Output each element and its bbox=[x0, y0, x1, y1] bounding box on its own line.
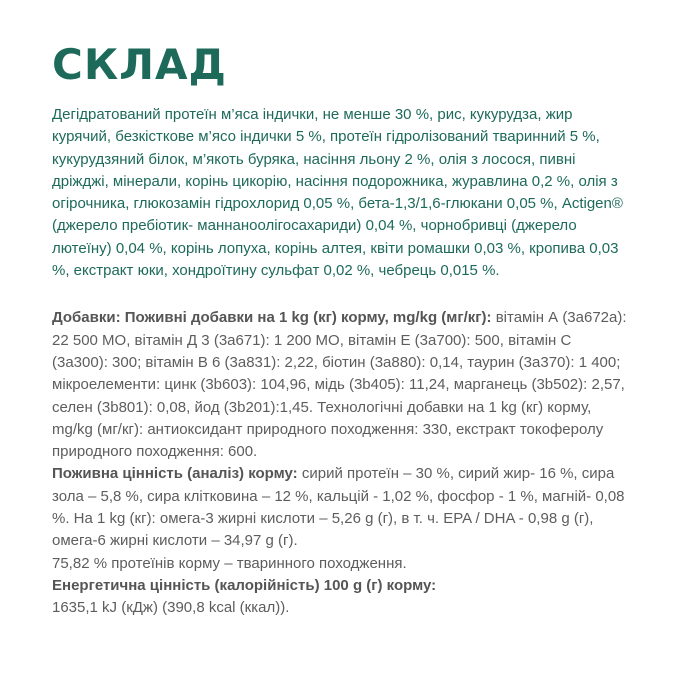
nutrition-label: Поживна цінність (аналіз) корму: bbox=[52, 465, 298, 483]
composition-text: Дегідратований протеїн м’яса індички, не менше 30 %, рис, кукурудза, жир курячий, безкісткове м’ясо індички 5 %, протеїн гідролізований тваринний 5 %, кукурудзяний білок, м’якоть буряка, насіння льону 2 %, олія з лосося, пивні дріжджі, мінерали, корінь цикорію, насіння подорожника, журавлина 0,2 %, олія з огірочника, глюкозамін гідрохлорид 0,05 %, бета-1,3/1,6-глюкани 0,05 %, Actigen® (джерело пребіотик- маннаноолігосахариди) 0,04 %, чорнобривці (джерело лютеїну) 0,04 %, корінь лопуха, корінь алтея, квіти ромашки 0,03 %, кропива 0,03 %, екстракт юки, хондроїтину сульфат 0,02 %, чебрець 0,015 %. bbox=[52, 106, 623, 280]
additives-paragraph bbox=[52, 307, 628, 463]
nutrition-text: сирий протеїн – 30 %, сирий жир- 16 %, сира зола – 5,8 %, сира клітковина – 12 %, кальцій - 1,02 %, фосфор - 1 %, магній- 0,08 %. На 1 kg (кг): омега-3 жирні кислоти – 5,26 g (г), в т. ч. EPA / DHA - 0,98 g (г), омега-6 жирні кислоти – 34,97 g (г). bbox=[52, 465, 625, 550]
additives-text: вітамін А (3а672а): 22 500 МО, вітамін Д 3 (3а671): 1 200 МО, вітамін Е (3а700): 500, вітамін С (3а300): 300; вітамін В 6 (3а831): 2,22, біотин (3а880): 0,14, таурин (3а370): 1 400; мікроелементи: цинк (3b603): 104,96, мідь (3b405): 11,24, марганець (3b502): 2,57, селен (3b801): 0,08, йод (3b201):1,45. Технологічні добавки на 1 kg (кг) корму, mg/kg (мг/кг): антиоксидант природного походження: 330, екстракт токоферолу природного походження: 600. bbox=[52, 309, 627, 461]
energy-label-line bbox=[52, 575, 628, 597]
page-title: СКЛАД bbox=[52, 40, 227, 89]
nutrition-paragraph bbox=[52, 463, 628, 552]
protein-origin-line: 75,82 % протеїнів корму – тваринного походження. bbox=[52, 554, 407, 572]
additives-label: Добавки: Поживні добавки на 1 kg (кг) корму, mg/kg (мг/кг): bbox=[52, 309, 492, 327]
additives-section bbox=[52, 307, 628, 619]
energy-label: Енергетична цінність (калорійність) 100 g (г) корму: bbox=[52, 576, 437, 594]
energy-value: 1635,1 kJ (кДж) (390,8 kcal (ккал)). bbox=[52, 599, 290, 617]
